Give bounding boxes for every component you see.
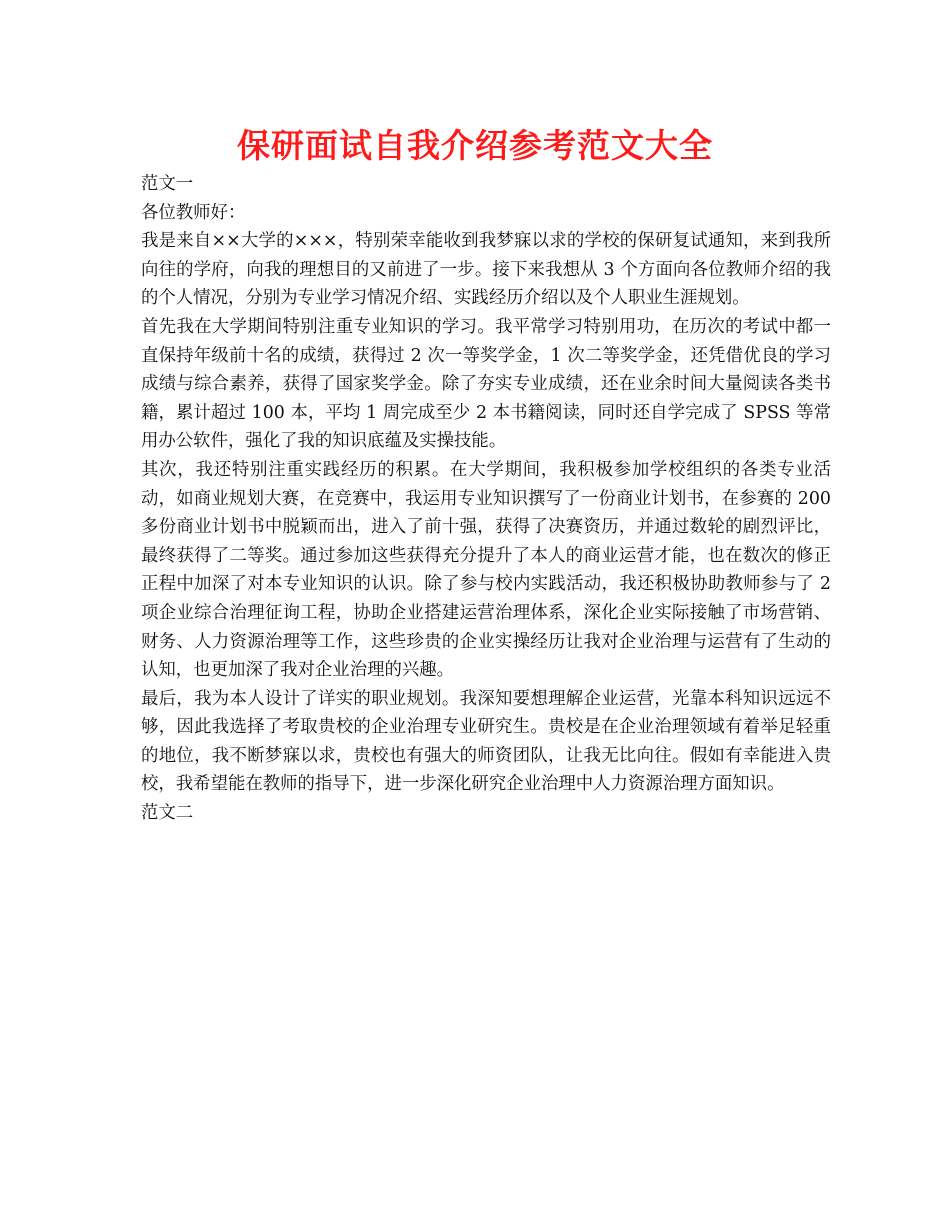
paragraph-intro: 我是来自××大学的×××，特别荣幸能收到我梦寐以求的学校的保研复试通知，来到我所向往的学府，向我的理想目的又前进了一步。接下来我想从 3 个方面向各位教师介绍的我的个人情况，分别为专业学习情况介绍、实践经历介绍以及个人职业生涯规划。 [141,231,831,309]
section-label-1: 范文一 [141,174,194,194]
paragraph-practice: 其次，我还特别注重实践经历的积累。在大学期间，我积极参加学校组织的各类专业活动，如商业规划大赛，在竞赛中，我运用专业知识撰写了一份商业计划书，在参赛的 200 多份商业计划书中脱颖而出，进入了前十强，获得了决赛资历，并通过数轮的剧烈评比，最终获得了二等奖。通过参加这些获得充分提升了本人的商业运营才能，也在数次的修正正程中加深了对本专业知识的认识。除了参与校内实践活动，我还积极协助教师参与了 2 项企业综合治理征询工程，协助企业搭建运营治理体系，深化企业实际接触了市场营销、财务、人力资源治理等工作，这些珍贵的企业实操经历让我对企业治理与运营有了生动的认知，也更加深了我对企业治理的兴趣。 [141,459,831,681]
section-label-2: 范文二 [141,803,194,824]
greeting: 各位教师好： [141,202,246,223]
paragraph-plan: 最后，我为本人设计了详实的职业规划。我深知要想理解企业运营，光靠本科知识远远不够，因此我选择了考取贵校的企业治理专业研究生。贵校是在企业治理领域有着举足轻重的地位，我不断梦寐以求，贵校也有强大的师资团队，让我无比向往。假如有幸能进入贵校，我希望能在教师的指导下，进一步深化研究企业治理中人力资源治理方面知识。 [141,688,831,795]
paragraph-study: 首先我在大学期间特别注重专业知识的学习。我平常学习特别用功，在历次的考试中都一直保持年级前十名的成绩，获得过 2 次一等奖学金，1 次二等奖学金，还凭借优良的学习成绩与综合素养，获得了国家奖学金。除了夯实专业成绩，还在业余时间大量阅读各类书籍，累计超过 100 本，平均 1 周完成至少 2 本书籍阅读，同时还自学完成了 SPSS 等常用办公软件，强化了我的知识底蕴及实操技能。 [141,316,831,452]
document-title: 保研面试自我介绍参考范文大全 [237,126,713,165]
document-body [141,170,831,828]
